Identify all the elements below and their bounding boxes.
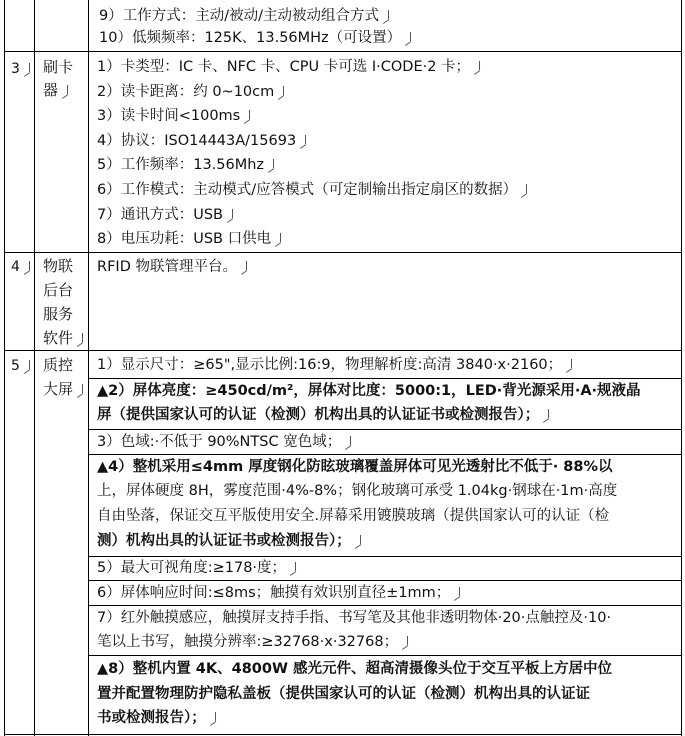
subcell-divider xyxy=(88,605,682,606)
row-label: 大屏 xyxy=(43,380,84,398)
col-divider-2 xyxy=(88,0,89,736)
spec-item: 上，屏体硬度 8H，雾度范围·4%-8%；钢化玻璃可承受 1.04kg·钢球在·1m·高度 xyxy=(97,483,618,499)
spec-line: 10）低频频率：125K、13.56MHz（可设置） xyxy=(99,29,412,47)
row-divider xyxy=(4,51,682,52)
row-label: 物联 xyxy=(43,257,74,275)
spec-item-key: 书或检测报告）； xyxy=(97,709,217,727)
row-label: 器 xyxy=(43,81,69,99)
spec-item: 3）色域:·不低于 90%NTSC 宽色域； xyxy=(97,433,352,451)
spec-item: 6）工作模式：主动模式/应答模式（可定制输出指定扇区的数据） xyxy=(97,181,528,199)
spec-item: 3）读卡时间<100ms xyxy=(97,107,251,125)
row-bottom-border xyxy=(4,734,682,735)
spec-item: 5）最大可视角度:≥178·度； xyxy=(97,559,297,577)
table-border-left xyxy=(4,0,5,736)
subcell-divider xyxy=(88,580,682,581)
spec-item: 8）电压功耗：USB 口供电 xyxy=(97,230,282,248)
spec-item: 自由坠落，保证交互平版使用安全.屏幕采用镀膜玻璃（提供国家认可的认证（检 xyxy=(97,508,610,524)
spec-item: 1）卡类型：IC 卡、NFC 卡、CPU 卡可选 I·CODE·2 卡； xyxy=(97,58,481,76)
spec-item: RFID 物联管理平台。 xyxy=(97,258,248,276)
spec-item-key: 屏（提供国家认可的认证（检测）机构出具的认证证书或检测报告）； xyxy=(97,406,550,424)
subcell-divider xyxy=(88,655,682,656)
spec-line: 9）工作方式：主动/被动/主动被动组合方式 xyxy=(99,7,390,25)
spec-item: 7）通讯方式：USB xyxy=(97,206,234,224)
subcell-divider xyxy=(88,429,682,430)
subcell-divider xyxy=(88,378,682,379)
spec-item: 4）协议：ISO14443A/15693 xyxy=(97,132,307,150)
subcell-divider xyxy=(88,454,682,455)
spec-item: 5）工作频率：13.56Mhz xyxy=(97,156,275,174)
spec-item: 2）读卡距离：约 0~10cm xyxy=(97,83,285,101)
spec-item: 笔以上书写，触摸分辨率:≥32768·x·32768； xyxy=(97,633,409,651)
spec-item: 1）显示尺寸：≥65",显示比例:16:9，物理解析度:高清 3840·x·2160； xyxy=(97,356,573,374)
spec-item-key: 测）机构出具的认证证书或检测报告）； xyxy=(97,532,362,550)
spec-item-key: ▲8）整机内置 4K、4800W 感光元件、超高清摄像头位于交互平板上方居中位 xyxy=(97,661,613,677)
row-number: 4 xyxy=(11,258,31,276)
row-label: 后台 xyxy=(43,281,74,299)
row-label: 质控 xyxy=(43,356,74,374)
row-label: 服务 xyxy=(43,305,74,323)
row-label: 刷卡 xyxy=(43,58,74,76)
subcell-divider xyxy=(88,556,682,557)
row-number: 5 xyxy=(11,357,31,375)
row-divider xyxy=(4,252,682,253)
col-divider-1 xyxy=(34,0,35,736)
row-label: 软件 xyxy=(43,329,84,347)
table-border-right xyxy=(681,0,682,736)
spec-item-key: 置并配置物理防护隐私盖板（提供国家认可的认证（检测）机构出具的认证证 xyxy=(97,686,590,702)
spec-item-key: ▲4）整机采用≤4mm 厚度钢化防眩玻璃覆盖屏体可见光透射比不低于· 88%以 xyxy=(97,459,613,475)
spec-item: 7）红外触摸感应，触摸屏支持手指、书写笔及其他非透明物体·20·点触控及·10· xyxy=(97,610,612,626)
row-number: 3 xyxy=(11,60,31,78)
spec-item-key: ▲2）屏体亮度：≥450cd/m²，屏体对比度：5000:1，LED·背光源采用·A·规液晶 xyxy=(97,383,641,399)
row-divider xyxy=(4,350,682,351)
spec-item: 6）屏体响应时间:≤8ms；触摸有效识别直径±1mm； xyxy=(97,584,461,602)
